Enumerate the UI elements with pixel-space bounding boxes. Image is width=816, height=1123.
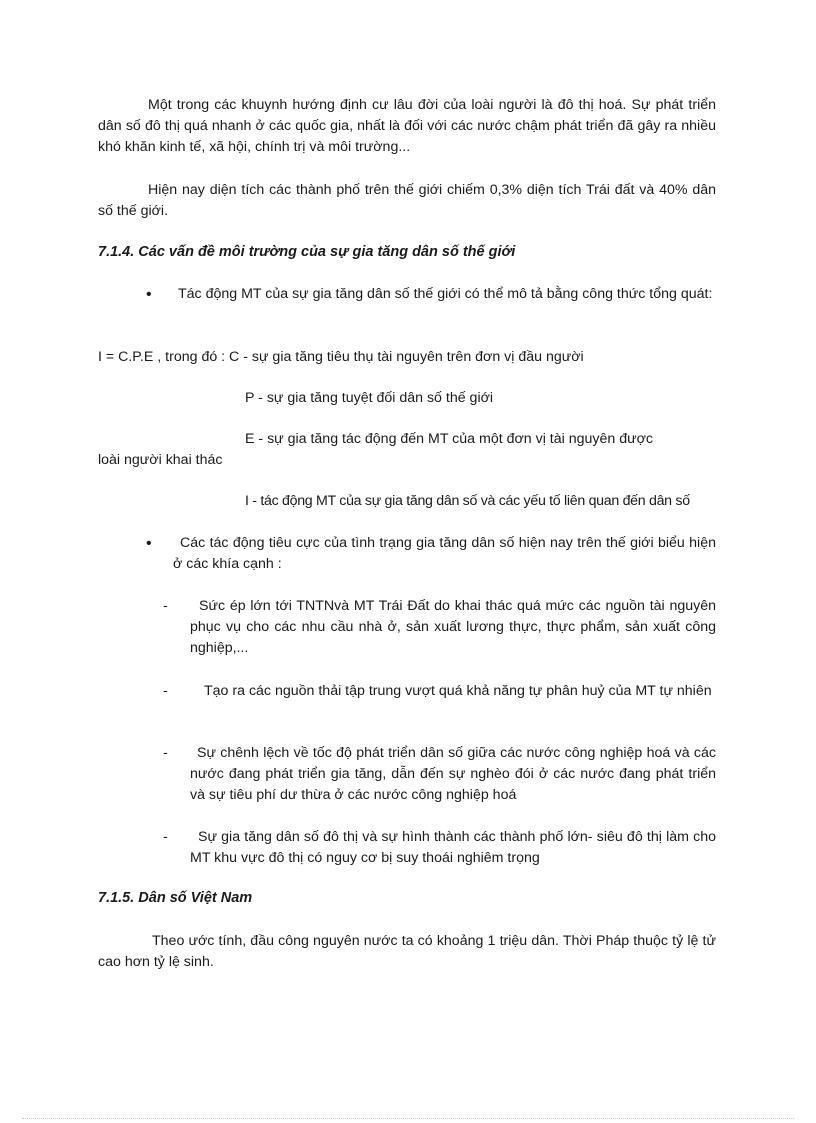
paragraph-urbanization: Một trong các khuynh hướng định cư lâu đời của loài người là đô thị hoá. Sự phát triển dân số đô thị quá nhanh ở các quốc gia, nhất là đối với các nước chậm phát triển đã gây ra nhiều khó khăn kinh tế, xã hội, chính trị và môi trường... [98, 97, 716, 155]
bullet-text: Tác động MT của sự gia tăng dân số thế giới có thể mô tả bằng công thức tổng quát: [178, 286, 713, 302]
bullet-item-negative-impacts [146, 533, 716, 575]
formula-line-p: P - sự gia tăng tuyệt đối dân số thế giới [245, 390, 494, 406]
paragraph-vietnam-population: Theo ước tính, đầu công nguyên nước ta có khoảng 1 triệu dân. Thời Pháp thuộc tỷ lệ tử cao hơn tỷ lệ sinh. [98, 933, 716, 970]
dash-text: Sự chênh lệch về tốc độ phát triển dân số giữa các nước công nghiệp hoá và các nước đang phát triển gia tăng, dẫn đến sự nghèo đói ở các nước đang phát triển và sự tiêu phí dư thừa ở các nước công nghiệp hoá [190, 745, 716, 803]
dash-icon: - [163, 598, 168, 614]
bullet-text: Các tác động tiêu cực của tình trạng gia tăng dân số hiện nay trên thế giới biểu hiện ở các khía cạnh : [173, 535, 716, 572]
dash-text: Tạo ra các nguồn thải tập trung vượt quá khả năng tự phân huỷ của MT tự nhiên [204, 683, 712, 699]
formula-line-e: E - sự gia tăng tác động đến MT của một đơn vị tài nguyên được [245, 431, 654, 447]
page-bottom-divider [22, 1118, 794, 1119]
formula-line-i: I - tác động MT của sự gia tăng dân số và các yếu tố liên quan đến dân số [245, 493, 690, 509]
dash-icon: - [163, 745, 168, 761]
dash-icon: - [163, 829, 168, 845]
section-heading-7-1-5: 7.1.5. Dân số Việt Nam [98, 890, 253, 906]
bullet-item-formula-intro [146, 284, 716, 305]
paragraph-city-area: Hiện nay diện tích các thành phố trên thế giới chiếm 0,3% diện tích Trái đất và 40% dân số thế giới. [98, 182, 716, 219]
dash-item-waste-sources [163, 681, 716, 702]
dash-text: Sự gia tăng dân số đô thị và sự hình thành các thành phố lớn- siêu đô thị làm cho MT khu vực đô thị có nguy cơ bị suy thoái nghiêm trọng [190, 829, 716, 866]
formula-line-e-cont: loài người khai thác [98, 452, 223, 468]
dash-item-growth-disparity [163, 743, 716, 806]
bullet-icon: • [146, 286, 152, 303]
dash-text: Sức ép lớn tới TNTNvà MT Trái Đất do khai thác quá mức các nguồn tài nguyên phục vụ cho các nhu cầu nhà ở, sản xuất lương thực, thực phẩm, sản xuất công nghiệp,... [190, 598, 716, 656]
section-heading-7-1-4: 7.1.4. Các vấn đề môi trường của sự gia tăng dân số thế giới [98, 244, 516, 260]
formula-line-c: I = C.P.E , trong đó : C - sự gia tăng tiêu thụ tài nguyên trên đơn vị đầu người [98, 349, 584, 365]
dash-icon: - [163, 683, 168, 699]
bullet-icon: • [146, 535, 152, 552]
dash-item-urban-growth [163, 827, 716, 869]
dash-item-resource-pressure [163, 596, 716, 659]
